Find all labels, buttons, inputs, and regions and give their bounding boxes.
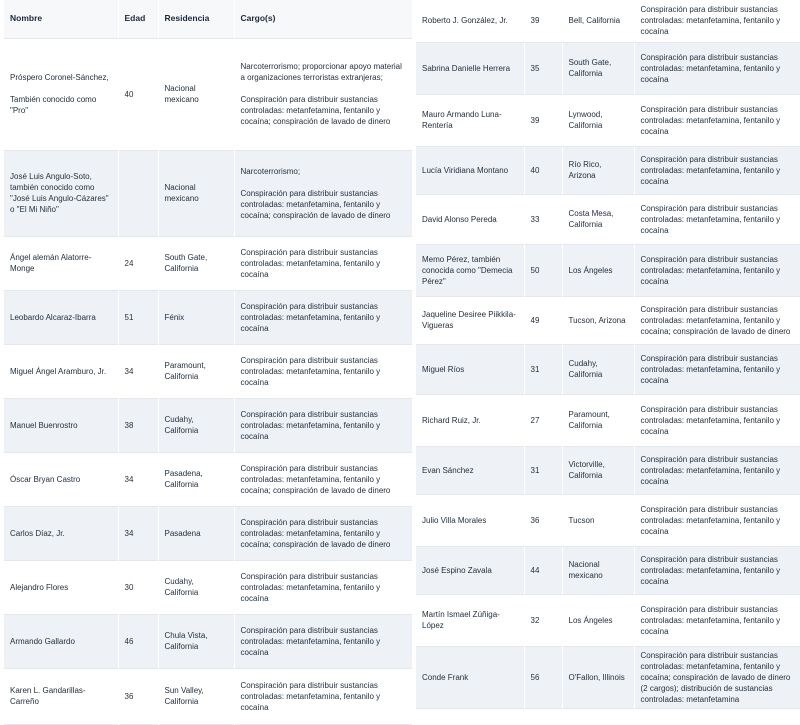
charge-line: Conspiración para distribuir sustancias controladas: metanfetamina, fentanilo y cocaína [240,247,381,279]
defendant-charges [634,446,800,494]
table-row [4,38,412,150]
table-row [416,594,800,646]
charge-line: Conspiración para distribuir sustancias controladas: metanfetamina, fentanilo y cocaína [240,409,381,441]
defendant-residence: Sun Valley, California [158,668,234,724]
defendant-name [416,94,524,146]
name-line: Memo Pérez, también conocida como "Demecia Pérez" [422,254,513,286]
defendant-name [416,394,524,446]
defendant-age: 39 [524,94,562,146]
header-residence: Residencia [158,0,234,38]
charge-line: Conspiración para distribuir sustancias controladas: metanfetamina, fentanilo y cocaína; conspiración de lavado de dinero [240,463,391,495]
charge-line: Conspiración para distribuir sustancias controladas: metanfetamina, fentanilo y cocaína [640,504,781,536]
defendant-charges [634,94,800,146]
name-line: Jaqueline Desiree Piikkila-Vigueras [422,310,516,330]
defendant-age: 30 [118,560,158,614]
name-line: Karen L. Gandarillas-Carreño [10,686,86,706]
defendant-residence: Tucson [562,494,634,546]
name-line: Leobardo Alcaraz-Ibarra [10,312,96,322]
defendant-age: 34 [118,506,158,560]
charge-line: Conspiración para distribuir sustancias controladas: metanfetamina, fentanilo y cocaína [240,355,381,387]
defendant-residence: Los Ángeles [562,244,634,296]
table-row [4,236,412,290]
charge-line: Conspiración para distribuir sustancias controladas: metanfetamina, fentanilo y cocaína [640,554,781,586]
defendant-name [4,614,118,668]
defendant-name [4,398,118,452]
name-line: José Espino Zavala [422,565,492,575]
table-row [416,94,800,146]
table-row [416,446,800,494]
defendant-residence: Río Rico, Arizona [562,146,634,194]
defendant-name [416,344,524,394]
table-row [4,150,412,236]
defendant-charges [634,194,800,244]
name-line: Lucía Viridiana Montano [422,165,509,175]
defendant-charges [634,42,800,94]
defendant-charges [634,546,800,594]
table-row [416,494,800,546]
defendant-name [416,0,524,42]
name-line: Martín Ismael Zúñiga-López [422,610,500,630]
defendant-charges [234,668,412,724]
defendant-name [416,494,524,546]
table-row [416,344,800,394]
defendant-name [416,146,524,194]
table-row [416,394,800,446]
charge-line: Conspiración para distribuir sustancias controladas: metanfetamina, fentanilo y cocaína; conspiración de lavado de dinero [240,517,391,549]
defendant-age: 36 [524,494,562,546]
defendant-age: 46 [118,614,158,668]
header-name: Nombre [4,0,118,38]
defendant-age: 51 [118,290,158,344]
defendant-age: 38 [118,398,158,452]
charge-line [241,177,406,188]
defendant-name [416,594,524,646]
defendant-charges [634,594,800,646]
defendant-residence: Los Ángeles [562,594,634,646]
header-charges: Cargo(s) [234,0,412,38]
defendant-age [118,150,158,236]
charge-line: Conspiración para distribuir sustancias controladas: metanfetamina, fentanilo y cocaína [640,52,781,84]
name-line: Miguel Ríos [422,364,465,374]
defendant-name [4,290,118,344]
defendant-residence: Cudahy, California [562,344,634,394]
defendant-residence: Cudahy, California [158,560,234,614]
defendant-residence: Pasadena, California [158,452,234,506]
defendant-age: 27 [524,394,562,446]
defendant-age: 40 [118,38,158,150]
name-line: Carlos Díaz, Jr. [10,528,65,538]
defendant-age: 39 [524,0,562,42]
defendant-name [416,546,524,594]
defendant-residence: Cudahy, California [158,398,234,452]
charge-line: Conspiración para distribuir sustancias controladas: metanfetamina, fentanilo y cocaína; conspiración de lavado de dinero [240,188,391,220]
defendant-name [4,452,118,506]
name-line: Richard Ruiz, Jr. [422,415,481,425]
defendant-age: 24 [118,236,158,290]
defendant-charges [634,344,800,394]
table-row [416,646,800,708]
table-row [4,668,412,724]
defendant-charges [634,296,800,344]
defendant-residence: South Gate, California [158,236,234,290]
defendant-residence: Nacional mexicano [158,150,234,236]
defendant-name [416,194,524,244]
defendant-residence: Nacional mexicano [562,546,634,594]
defendant-name [4,236,118,290]
defendant-residence: Lynwood, California [562,94,634,146]
table-row [416,194,800,244]
defendant-residence: Victorville, California [562,446,634,494]
charge-line: Conspiración para distribuir sustancias controladas: metanfetamina, fentanilo y cocaína [640,353,781,385]
defendant-residence: Costa Mesa, California [562,194,634,244]
defendant-charges [234,560,412,614]
defendant-residence: O'Fallon, Illinois [562,646,634,708]
defendant-name [416,446,524,494]
name-line: Ángel alemán Alatorre-Monge [10,253,92,273]
defendant-residence: Chula Vista, California [158,614,234,668]
name-line: Evan Sánchez [422,465,474,475]
charge-line: Conspiración para distribuir sustancias controladas: metanfetamina, fentanilo y cocaína [640,5,781,37]
defendant-name [416,244,524,296]
name-line: Roberto J. González, Jr. [422,16,508,26]
defendant-age: 50 [524,244,562,296]
defendant-name [4,344,118,398]
defendant-residence: Pasadena [158,506,234,560]
defendant-name [4,506,118,560]
table-row [4,398,412,452]
charge-line: Conspiración para distribuir sustancias controladas: metanfetamina, fentanilo y cocaína [640,404,781,436]
defendant-age: 36 [118,668,158,724]
defendant-age: 32 [524,594,562,646]
defendant-age: 34 [118,344,158,398]
name-line [10,83,112,94]
name-line: Óscar Bryan Castro [10,474,81,484]
defendant-name [4,560,118,614]
defendant-residence: Paramount, California [158,344,234,398]
defendant-charges [234,398,412,452]
charge-line [241,83,406,94]
charge-line: Conspiración para distribuir sustancias controladas: metanfetamina, fentanilo y cocaína; conspiración de lavado de dinero [240,95,391,126]
defendant-residence: South Gate, California [562,42,634,94]
defendant-charges [234,506,412,560]
defendant-residence: Tucson, Arizona [562,296,634,344]
defendant-age: 34 [118,452,158,506]
defendant-age: 56 [524,646,562,708]
defendant-name [4,668,118,724]
name-line: Próspero Coronel-Sánchez, [10,73,109,82]
defendant-name [416,296,524,344]
defendant-charges [634,146,800,194]
charge-line: Conspiración para distribuir sustancias controladas: metanfetamina, fentanilo y cocaína [640,203,781,235]
charge-line: Conspiración para distribuir sustancias controladas: metanfetamina, fentanilo y cocaína [240,680,381,712]
charge-line: Conspiración para distribuir sustancias controladas: metanfetamina, fentanilo y cocaína [240,571,381,603]
defendant-age: 31 [524,446,562,494]
table-row [4,506,412,560]
table-row [4,344,412,398]
name-line: Miguel Ángel Aramburo, Jr. [10,366,107,376]
defendants-table-left [4,0,413,725]
table-row [416,244,800,296]
defendant-residence: Paramount, California [562,394,634,446]
table-row [4,614,412,668]
charge-line: Conspiración para distribuir sustancias controladas: metanfetamina, fentanilo y cocaína [640,154,781,186]
defendant-charges [234,150,412,236]
table-row [416,146,800,194]
charge-line: Conspiración para distribuir sustancias controladas: metanfetamina, fentanilo y cocaína [640,604,781,636]
table-row [4,452,412,506]
defendant-charges [234,290,412,344]
table-row [416,42,800,94]
name-line: Armando Gallardo [10,636,75,646]
defendant-residence: Fénix [158,290,234,344]
header-row [4,0,412,38]
defendant-age: 33 [524,194,562,244]
defendant-charges [234,614,412,668]
table-row [416,0,800,42]
charge-line: Conspiración para distribuir sustancias controladas: metanfetamina, fentanilo y cocaína; conspiración de lavado de dinero [640,304,791,336]
defendant-charges [234,452,412,506]
defendant-name [416,42,524,94]
charge-line: Conspiración para distribuir sustancias controladas: metanfetamina, fentanilo y cocaína [640,254,781,286]
charge-line: Conspiración para distribuir sustancias controladas: metanfetamina, fentanilo y cocaína [240,301,381,333]
name-line: Julio Villa Morales [422,515,487,525]
defendant-charges [634,244,800,296]
defendant-charges [234,236,412,290]
charge-line: Conspiración para distribuir sustancias controladas: metanfetamina, fentanilo y cocaína [640,104,781,136]
table-row [416,296,800,344]
charge-line: Conspiración para distribuir sustancias controladas: metanfetamina, fentanilo y cocaína [240,625,381,657]
defendant-age: 44 [524,546,562,594]
defendant-name [416,646,524,708]
defendant-charges [634,394,800,446]
table-row [4,290,412,344]
defendant-charges [634,494,800,546]
defendant-charges [634,0,800,42]
defendant-charges [234,344,412,398]
name-line: Sabrina Danielle Herrera [422,63,511,73]
defendant-residence: Bell, California [562,0,634,42]
defendant-age: 40 [524,146,562,194]
defendant-charges [634,646,800,708]
name-line: Alejandro Flores [10,582,69,592]
charge-line: Conspiración para distribuir sustancias controladas: metanfetamina, fentanilo y cocaína; conspiración de lavado de dinero (2 cargos); distribución de sustancias controladas: metanfetamina [640,650,791,704]
name-line: Manuel Buenrostro [10,420,78,430]
defendants-table-right [416,0,800,709]
defendant-charges [234,38,412,150]
defendant-name [4,38,118,150]
name-line: También conocido como "Pro" [10,95,97,115]
charge-line: Conspiración para distribuir sustancias controladas: metanfetamina, fentanilo y cocaína [640,454,781,486]
defendant-name [4,150,118,236]
name-line: Conde Frank [422,672,469,682]
table-row [416,546,800,594]
charge-line: Narcoterrorismo; [240,166,301,176]
defendant-age: 31 [524,344,562,394]
defendant-age: 35 [524,42,562,94]
header-age: Edad [118,0,158,38]
charge-line: Narcoterrorismo; proporcionar apoyo material a organizaciones terroristas extranjeras; [240,62,402,82]
table-row [4,560,412,614]
name-line: José Luis Angulo-Soto, también conocido como "José Luis Angulo-Cázares" o "El Mi Niño" [10,172,109,214]
defendant-age: 49 [524,296,562,344]
defendant-residence: Nacional mexicano [158,38,234,150]
name-line: David Alonso Pereda [422,214,497,224]
name-line: Mauro Armando Luna-Rentería [422,110,502,130]
